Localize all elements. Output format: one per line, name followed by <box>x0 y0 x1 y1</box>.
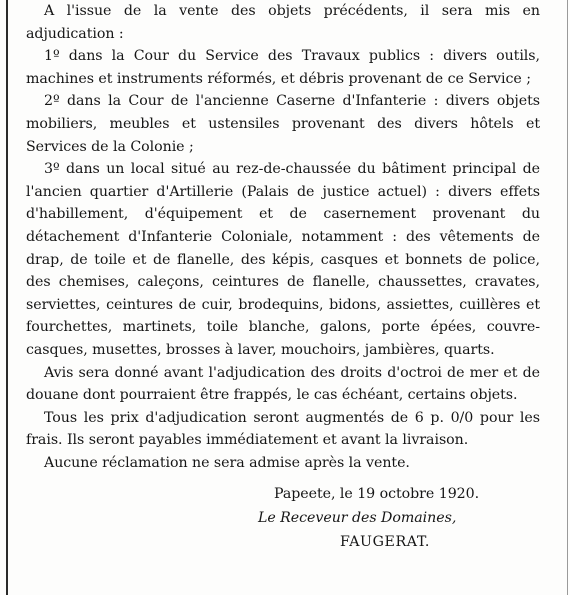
paragraph-intro: A l'issue de la vente des objets précédents, il sera mis en adjudication : <box>26 3 540 42</box>
signature-title: Le Receveur des Domaines, <box>258 510 457 527</box>
notice-body <box>26 0 540 554</box>
paragraph-fees: Tous les prix d'adjudication seront augmentés de 6 p. 0/0 pour les frais. Ils seront payables immédiatement et avant la livraison. <box>26 409 540 449</box>
left-border-rule <box>6 0 8 595</box>
paragraph-customs-notice: Avis sera donné avant l'adjudication des droits d'octroi de mer et de douane dont pourraient être frappés, le cas échéant, certains objets. <box>26 364 540 404</box>
paragraph-item-2: 2º dans la Cour de l'ancienne Caserne d'Infanterie : divers objets mobiliers, meubles et ustensiles provenant des divers hôtels et Services de la Colonie ; <box>26 93 540 155</box>
signature-place-date: Papeete, le 19 octobre 1920. <box>274 486 480 503</box>
right-border-rule <box>567 0 568 595</box>
paragraph-item-1: 1º dans la Cour du Service des Travaux publics : divers outils, machines et instruments réformés, et débris provenant de ce Service ; <box>26 48 540 87</box>
signature-name: FAUGERAT. <box>340 534 430 551</box>
paragraph-no-claims: Aucune réclamation ne sera admise après la vente. <box>44 454 410 471</box>
paragraph-item-3: 3º dans un local situé au rez-de-chaussée du bâtiment principal de l'ancien quartier d'Artillerie (Palais de justice actuel) : divers effets d'habillement, d'équipement et de casernement provenant du détachement d'Infanterie Coloniale, notamment : des vêtements de drap, de toile et de flanelle, des képis, casques et bonnets de police, des chemises, caleçons, ceintures de flanelle, chaussettes, cravates, serviettes, ceintures de cuir, brodequins, bidons, assiettes, cuillères et fourchettes, martinets, toile blanche, galons, porte épées, couvre-casques, musettes, brosses à laver, mouchoirs, jambières, quarts. <box>26 161 540 358</box>
